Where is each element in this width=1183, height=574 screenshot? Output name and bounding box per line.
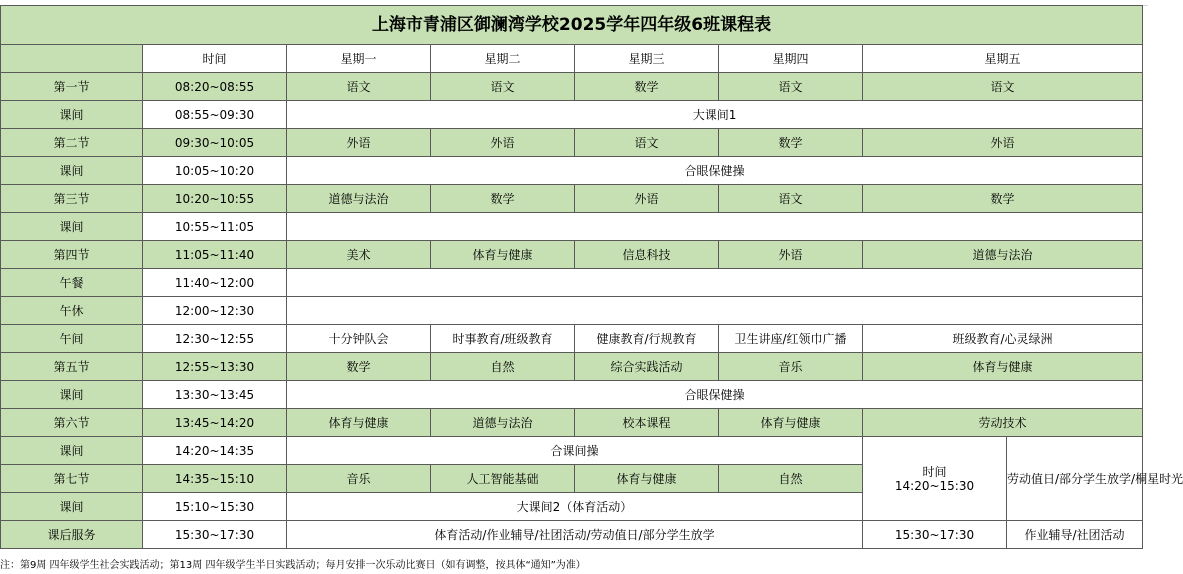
class-cell: 外语: [287, 129, 431, 157]
friday-after-time: 15:30~17:30: [863, 521, 1007, 549]
class-cell: 数学: [287, 353, 431, 381]
header-time: 时间: [143, 45, 287, 73]
row-label: 课间: [1, 493, 143, 521]
header-day-mon: 星期一: [287, 45, 431, 73]
class-cell: 数学: [863, 185, 1143, 213]
break-cell: [287, 297, 1143, 325]
break-cell: 合课间操: [287, 437, 863, 465]
row-label: 第二节: [1, 129, 143, 157]
row-time: 08:20~08:55: [143, 73, 287, 101]
class-cell: 道德与法治: [287, 185, 431, 213]
row-label: 课间: [1, 157, 143, 185]
class-cell: 人工智能基础: [431, 465, 575, 493]
class-cell: 综合实践活动: [575, 353, 719, 381]
row-time: 11:40~12:00: [143, 269, 287, 297]
class-cell: 语文: [719, 185, 863, 213]
table-row: [1, 409, 1143, 437]
class-cell: 语文: [575, 129, 719, 157]
footnote: 注：第9周 四年级学生社会实践活动；第13周 四年级学生半日实践活动；每月安排一次乐动比赛日（如有调整，按具体“通知”为准）: [0, 560, 586, 571]
row-label: 午休: [1, 297, 143, 325]
break-cell: [287, 269, 1143, 297]
class-cell: 自然: [719, 465, 863, 493]
table-row: [1, 297, 1143, 325]
header-day-tue: 星期二: [431, 45, 575, 73]
table-row: [1, 269, 1143, 297]
table-row: [1, 129, 1143, 157]
after-school-cell: 体育活动/作业辅导/社团活动/劳动值日/部分学生放学: [287, 521, 863, 549]
class-cell: 语文: [287, 73, 431, 101]
row-time: 14:20~14:35: [143, 437, 287, 465]
class-cell: 道德与法治: [863, 241, 1143, 269]
row-label: 课间: [1, 213, 143, 241]
class-cell: 自然: [431, 353, 575, 381]
row-label: 第六节: [1, 409, 143, 437]
break-cell: 大课间1: [287, 101, 1143, 129]
class-cell: 体育与健康: [863, 353, 1143, 381]
row-time: 08:55~09:30: [143, 101, 287, 129]
table-row: [1, 381, 1143, 409]
friday-after-activity: 作业辅导/社团活动: [1007, 521, 1143, 549]
row-label: 课间: [1, 101, 143, 129]
table-row: [1, 157, 1143, 185]
row-label: 第五节: [1, 353, 143, 381]
friday-time-value: 14:20~15:30: [894, 478, 975, 493]
class-cell: 语文: [719, 73, 863, 101]
row-time: 15:30~17:30: [143, 521, 287, 549]
class-cell: 外语: [863, 129, 1143, 157]
friday-time-label: 时间: [922, 464, 947, 479]
page-title: 上海市青浦区御澜湾学校2025学年四年级6班课程表: [1, 6, 1143, 45]
row-label: 午餐: [1, 269, 143, 297]
table-row: [1, 101, 1143, 129]
class-cell: 校本课程: [575, 409, 719, 437]
class-cell: 十分钟队会: [287, 325, 431, 353]
table-row: [1, 325, 1143, 353]
table-row: [1, 353, 1143, 381]
row-time: 10:05~10:20: [143, 157, 287, 185]
class-cell: 体育与健康: [575, 465, 719, 493]
row-label: 第七节: [1, 465, 143, 493]
class-cell: 语文: [431, 73, 575, 101]
class-cell: 数学: [719, 129, 863, 157]
friday-afternoon-activity: 劳动值日/部分学生放学/桐星时光: [1007, 437, 1143, 521]
schedule-table: [0, 5, 1183, 549]
class-cell: 信息科技: [575, 241, 719, 269]
row-time: 13:30~13:45: [143, 381, 287, 409]
header-day-thu: 星期四: [719, 45, 863, 73]
class-cell: 班级教育/心灵绿洲: [863, 325, 1143, 353]
class-cell: 美术: [287, 241, 431, 269]
break-cell: [287, 213, 1143, 241]
table-row: [1, 185, 1143, 213]
row-time: 12:30~12:55: [143, 325, 287, 353]
row-time: 10:20~10:55: [143, 185, 287, 213]
class-cell: 体育与健康: [719, 409, 863, 437]
row-label: 课间: [1, 381, 143, 409]
class-cell: 语文: [863, 73, 1143, 101]
row-time: 15:10~15:30: [143, 493, 287, 521]
row-time: 12:00~12:30: [143, 297, 287, 325]
class-cell: 数学: [575, 73, 719, 101]
class-cell: 外语: [719, 241, 863, 269]
class-cell: 音乐: [719, 353, 863, 381]
row-time: 13:45~14:20: [143, 409, 287, 437]
class-cell: 体育与健康: [431, 241, 575, 269]
class-cell: 时事教育/班级教育: [431, 325, 575, 353]
break-cell: 大课间2（体育活动）: [287, 493, 863, 521]
row-label: 第四节: [1, 241, 143, 269]
break-cell: 合眼保健操: [287, 157, 1143, 185]
table-row: [1, 437, 1143, 465]
header-corner: [1, 45, 143, 73]
row-time: 12:55~13:30: [143, 353, 287, 381]
table-row: [1, 521, 1143, 549]
row-label: 午间: [1, 325, 143, 353]
class-cell: 卫生讲座/红领巾广播: [719, 325, 863, 353]
class-cell: 劳动技术: [863, 409, 1143, 437]
friday-afternoon-time: [863, 437, 1007, 521]
break-cell: 合眼保健操: [287, 381, 1143, 409]
row-time: 14:35~15:10: [143, 465, 287, 493]
row-time: 10:55~11:05: [143, 213, 287, 241]
header-day-wed: 星期三: [575, 45, 719, 73]
table-row: [1, 213, 1143, 241]
row-label: 第一节: [1, 73, 143, 101]
row-label: 课间: [1, 437, 143, 465]
class-cell: 数学: [431, 185, 575, 213]
class-cell: 外语: [575, 185, 719, 213]
class-cell: 音乐: [287, 465, 431, 493]
table-row: [1, 73, 1143, 101]
table-row: [1, 241, 1143, 269]
class-cell: 道德与法治: [431, 409, 575, 437]
row-label: 课后服务: [1, 521, 143, 549]
row-time: 11:05~11:40: [143, 241, 287, 269]
row-label: 第三节: [1, 185, 143, 213]
class-cell: 健康教育/行规教育: [575, 325, 719, 353]
header-day-fri: 星期五: [863, 45, 1143, 73]
row-time: 09:30~10:05: [143, 129, 287, 157]
class-cell: 体育与健康: [287, 409, 431, 437]
class-cell: 外语: [431, 129, 575, 157]
